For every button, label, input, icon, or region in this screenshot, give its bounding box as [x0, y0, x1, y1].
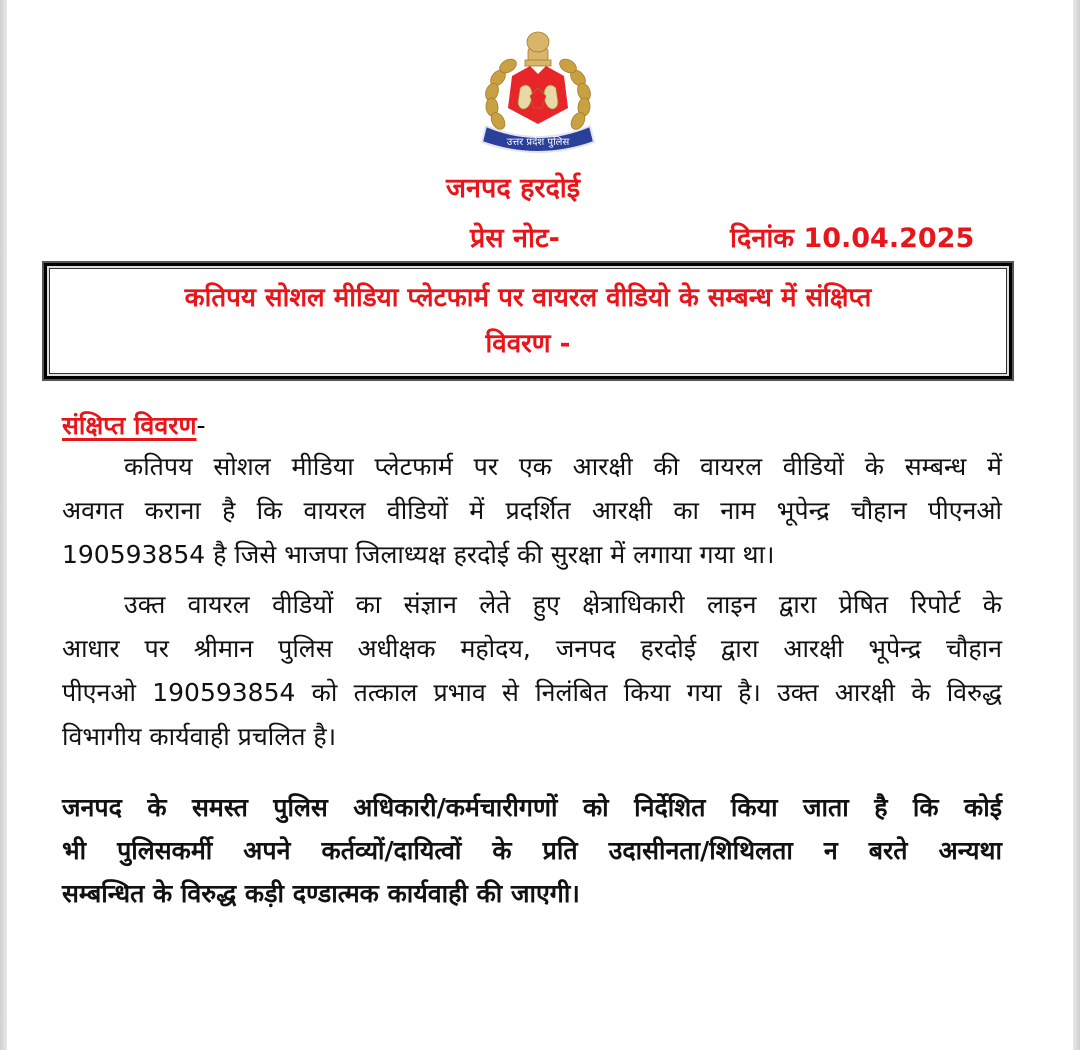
section-heading-suffix: - [196, 411, 206, 440]
paragraph-action-taken [62, 583, 1002, 759]
paragraph-directive [62, 786, 1002, 915]
paragraph-line: कतिपय सोशल मीडिया प्लेटफार्म पर एक आरक्षी की वायरल वीडियों के सम्बन्ध में [124, 452, 1002, 481]
paragraph-line: भी पुलिसकर्मी अपने कर्तव्यों/दायित्वों के प्रति उदासीनता/शिथिलता न बरते अन्यथा [62, 836, 1002, 865]
section-heading [62, 408, 206, 442]
up-police-emblem-icon [468, 18, 608, 158]
paragraph-line: 190593854 है जिसे भाजपा जिलाध्यक्ष हरदोई की सुरक्षा में लगाया गया था। [62, 540, 775, 569]
title-line: विवरण - [485, 329, 571, 359]
paragraph-line: उक्त वायरल वीडियों का संज्ञान लेते हुए क्षेत्राधिकारी लाइन द्वारा प्रेषित रिपोर्ट के [124, 590, 1002, 619]
title-box [42, 261, 1014, 381]
paragraph-line: पीएनओ 190593854 को तत्काल प्रभाव से निलंबित किया गया है। उक्त आरक्षी के विरुद्ध [62, 678, 1002, 707]
title-line: कतिपय सोशल मीडिया प्लेटफार्म पर वायरल वीडियो के सम्बन्ध में संक्षिप्त [184, 283, 872, 313]
paragraph-line: जनपद के समस्त पुलिस अधिकारी/कर्मचारीगणों को निर्देशित किया जाता है कि कोई [62, 793, 1002, 822]
section-heading-text: संक्षिप्त विवरण [62, 411, 197, 440]
press-note-date: दिनांक 10.04.2025 [730, 223, 975, 254]
district-name: जनपद हरदोई [446, 173, 581, 204]
paragraph-line: विभागीय कार्यवाही प्रचलित है। [62, 722, 337, 751]
page-edge-left [0, 0, 7, 1050]
svg-text:उत्तर प्रदेश पुलिस: उत्तर प्रदेश पुलिस [506, 137, 570, 148]
paragraph-line: आधार पर श्रीमान पुलिस अधीक्षक महोदय, जनपद हरदोई द्वारा आरक्षी भूपेन्द्र चौहान [62, 634, 1002, 663]
press-note-label: प्रेस नोट- [470, 223, 560, 254]
page-edge-right [1073, 0, 1080, 1050]
paragraph-summary [62, 445, 1002, 577]
paragraph-line: अवगत कराना है कि वायरल वीडियों में प्रदर्शित आरक्षी का नाम भूपेन्द्र चौहान पीएनओ [62, 496, 1002, 525]
paragraph-line: सम्बन्धित के विरुद्ध कड़ी दण्डात्मक कार्यवाही की जाएगी। [62, 879, 580, 908]
